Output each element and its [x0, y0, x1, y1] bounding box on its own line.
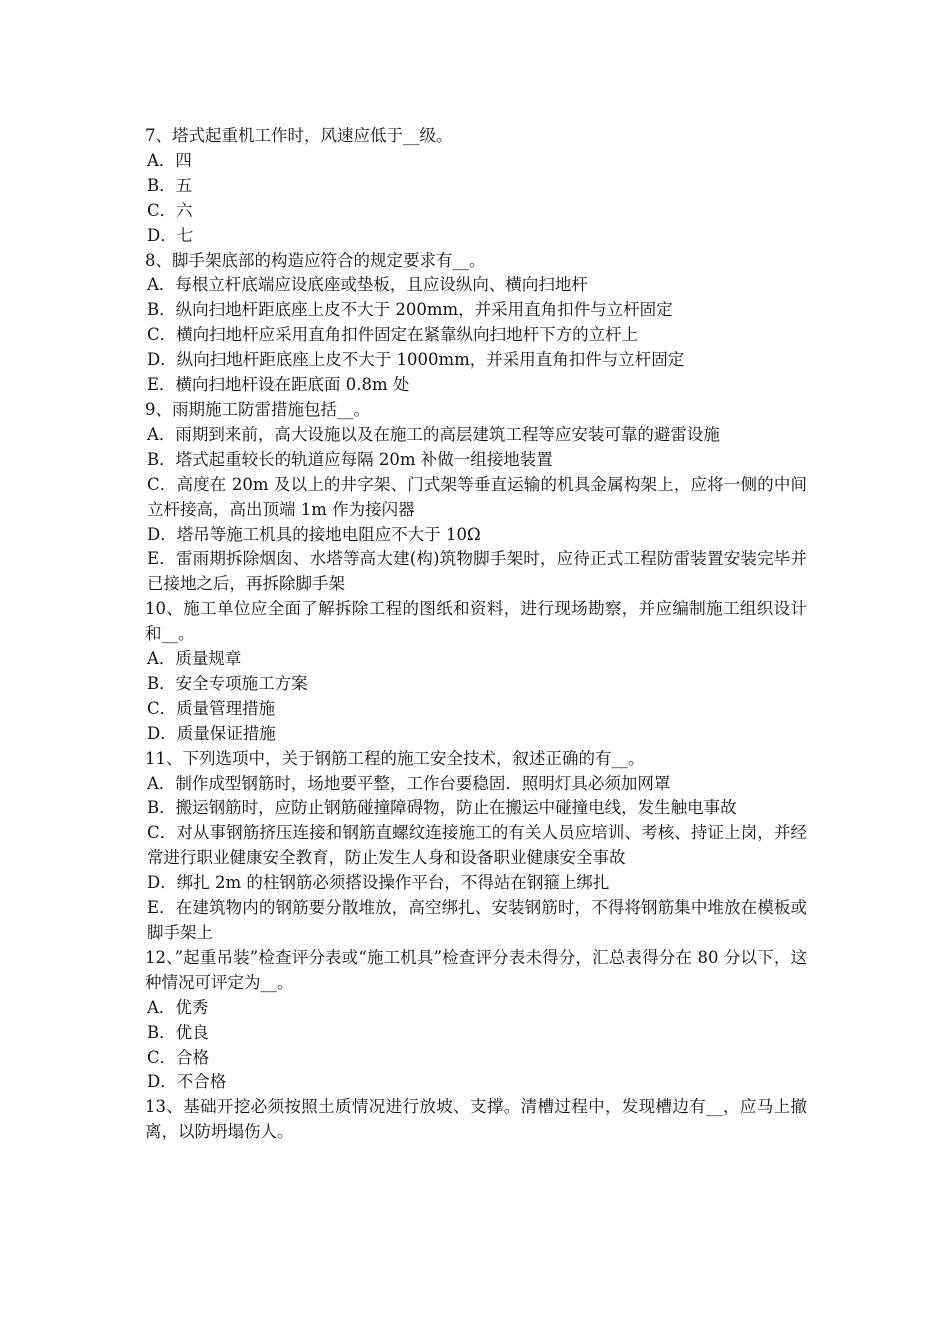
option-c: C．六 [147, 200, 193, 220]
question-7 [145, 124, 807, 249]
question-stem: 13、基础开挖必须按照土质情况进行放坡、支撑。清槽过程中，发现槽边有__，应马上撤离，以防坍塌伤人。 [145, 1097, 807, 1142]
question-stem: 11、下列选项中，关于钢筋工程的施工安全技术，叙述正确的有__。 [145, 748, 645, 768]
question-stem: 12、”起重吊装”检查评分表或“施工机具”检查评分表未得分，汇总表得分在 80 分以下，这种情况可评定为__。 [145, 947, 807, 992]
document-page [145, 124, 807, 1145]
option-e: E．雷雨期拆除烟囱、水塔等高大建(构)筑物脚手架时，应待正式工程防雷装置安装完毕并已接地之后，再拆除脚手架 [147, 549, 807, 594]
option-d: D．质量保证措施 [147, 723, 276, 743]
option-a: A．每根立杆底端应设底座或垫板，且应设纵向、横向扫地杆 [147, 275, 588, 295]
option-c: C．合格 [147, 1047, 210, 1067]
option-b: B．搬运钢筋时，应防止钢筋碰撞障碍物，防止在搬运中碰撞电线，发生触电事故 [147, 798, 737, 818]
option-c: C．对从事钢筋挤压连接和钢筋直螺纹连接施工的有关人员应培训、考核、持证上岗，并经常进行职业健康安全教育，防止发生人身和设备职业健康安全事故 [147, 823, 807, 868]
option-a: A．四 [147, 150, 192, 170]
question-12 [145, 946, 807, 1095]
question-stem: 10、施工单位应全面了解拆除工程的图纸和资料，进行现场勘察，并应编制施工组织设计和__。 [145, 599, 807, 644]
option-b: B．优良 [147, 1022, 209, 1042]
option-d: D．塔吊等施工机具的接地电阻应不大于 10Ω [147, 524, 481, 544]
option-c: C．高度在 20m 及以上的井字架、门式架等垂直运输的机具金属构架上，应将一侧的中间立杆接高，高出顶端 1m 作为接闪器 [147, 474, 807, 519]
option-a: A．制作成型钢筋时，场地要平整，工作台要稳固．照明灯具必须加网罩 [147, 773, 671, 793]
question-stem: 7、塔式起重机工作时，风速应低于__级。 [145, 126, 453, 145]
question-stem: 9、雨期施工防雷措施包括__。 [145, 399, 370, 419]
option-a: A．质量规章 [147, 649, 242, 669]
option-c: C．质量管理措施 [147, 698, 276, 718]
question-13 [145, 1095, 807, 1145]
option-b: B．五 [147, 175, 193, 195]
option-a: A．雨期到来前，高大设施以及在施工的高层建筑工程等应安装可靠的避雷设施 [147, 424, 720, 444]
option-a: A．优秀 [147, 997, 209, 1017]
question-9 [145, 398, 807, 597]
option-d: D．绑扎 2m 的柱钢筋必须搭设操作平台，不得站在钢箍上绑扎 [147, 873, 610, 893]
option-b: B．安全专项施工方案 [147, 673, 308, 693]
option-d: D．不合格 [147, 1072, 227, 1092]
option-c: C．横向扫地杆应采用直角扣件固定在紧靠纵向扫地杆下方的立杆上 [147, 325, 639, 345]
option-e: E．在建筑物内的钢筋要分散堆放，高空绑扎、安装钢筋时，不得将钢筋集中堆放在模板或脚手架上 [147, 898, 807, 942]
question-8 [145, 249, 807, 398]
option-d: D．纵向扫地杆距底座上皮不大于 1000mm，并采用直角扣件与立杆固定 [147, 350, 685, 370]
question-stem: 8、脚手架底部的构造应符合的规定要求有__。 [145, 250, 486, 270]
option-b: B．纵向扫地杆距底座上皮不大于 200mm，并采用直角扣件与立杆固定 [147, 300, 673, 320]
option-d: D．七 [147, 225, 194, 245]
option-e: E．横向扫地杆设在距底面 0.8m 处 [147, 375, 410, 395]
question-10 [145, 597, 807, 746]
question-11 [145, 747, 807, 946]
option-b: B．塔式起重较长的轨道应每隔 20m 补做一组接地装置 [147, 449, 553, 469]
